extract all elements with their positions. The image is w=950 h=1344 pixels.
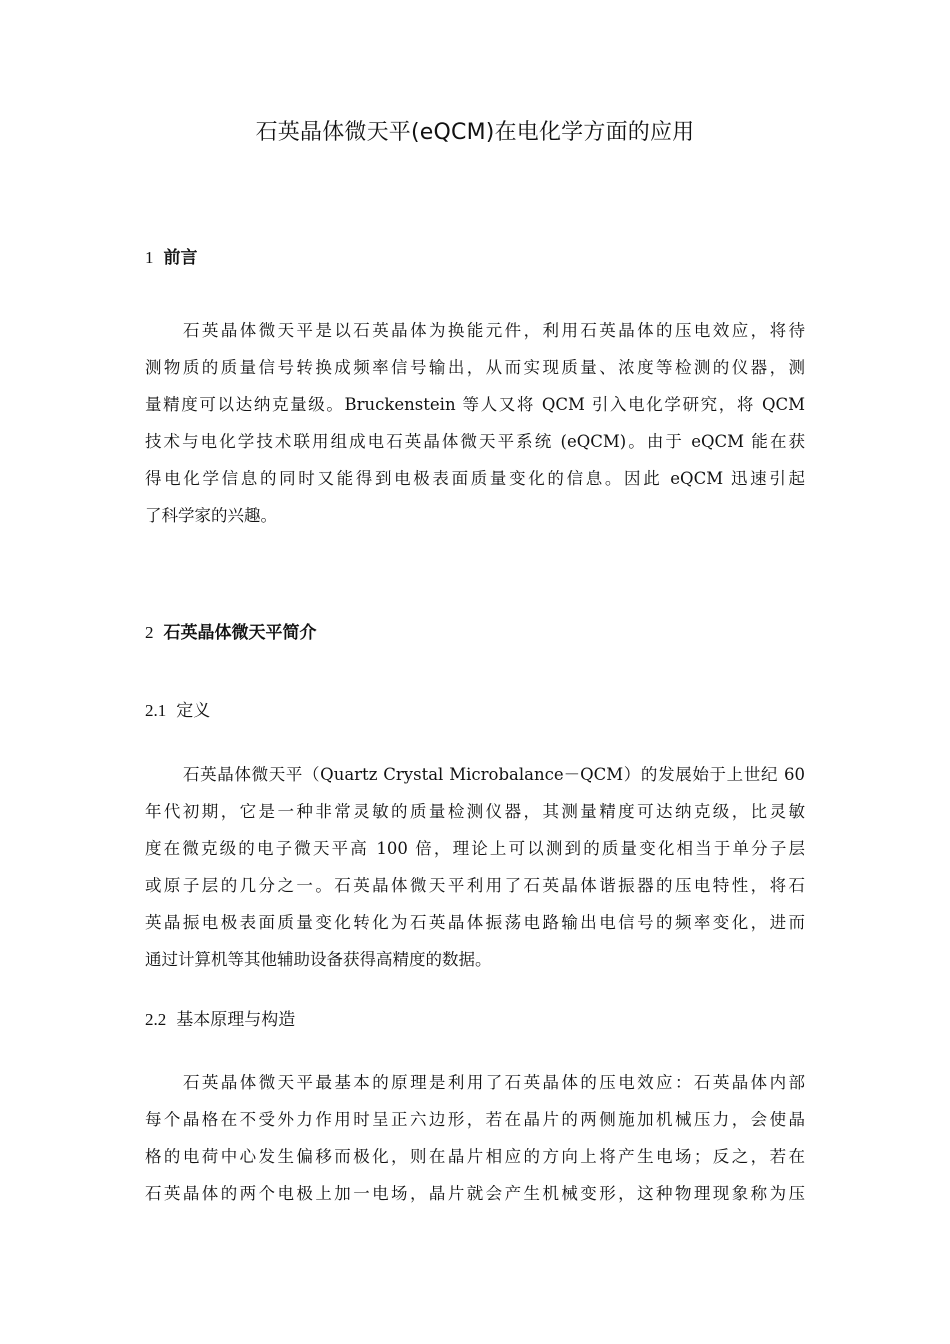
subsection-2-2-number: 2.2 [145,1010,167,1029]
paragraph-line: 年代初期，它是一种非常灵敏的质量检测仪器，其测量精度可达纳克级，比灵敏 [145,802,805,821]
paragraph-line: 英晶振电极表面质量变化转化为石英晶体振荡电路输出电信号的频率变化，进而 [145,913,805,932]
paragraph-line: 或原子层的几分之一。石英晶体微天平利用了石英晶体谐振器的压电特性，将石 [145,876,805,895]
section-2-heading [145,620,317,646]
subsection-2-1-number: 2.1 [145,701,167,720]
subsection-2-2-title: 基本原理与构造 [176,1010,296,1030]
paragraph-line: 石英晶体微天平（Quartz Crystal Microbalance－QCM）的发展始于上世纪 60 [183,765,805,784]
paragraph-line: 格的电荷中心发生偏移而极化，则在晶片相应的方向上将产生电场；反之，若在 [145,1147,805,1166]
subsection-2-1-title: 定义 [176,701,211,721]
subsection-2-1-paragraph [145,756,805,978]
paragraph-line: 度在微克级的电子微天平高 100 倍，理论上可以测到的质量变化相当于单分子层 [145,839,805,858]
paragraph-line: 量精度可以达纳克量级。Bruckenstein 等人又将 QCM 引入电化学研究，将 QCM [145,395,805,414]
section-1-title: 前言 [163,248,198,268]
paragraph-line: 得电化学信息的同时又能得到电极表面质量变化的信息。因此 eQCM 迅速引起 [145,469,805,488]
paragraph-line: 技术与电化学技术联用组成电石英晶体微天平系统 (eQCM)。由于 eQCM 能在获 [145,432,805,451]
paragraph-line: 通过计算机等其他辅助设备获得高精度的数据。 [145,950,492,969]
paragraph-line: 石英晶体微天平最基本的原理是利用了石英晶体的压电效应：石英晶体内部 [183,1073,805,1092]
section-2-title: 石英晶体微天平简介 [163,623,317,643]
subsection-2-2-heading [145,1007,295,1033]
section-2-number: 2 [145,623,154,642]
section-1-heading [145,245,198,271]
paragraph-line: 每个晶格在不受外力作用时呈正六边形，若在晶片的两侧施加机械压力，会使晶 [145,1110,805,1129]
paragraph-line: 石英晶体微天平是以石英晶体为换能元件，利用石英晶体的压电效应，将待 [183,321,805,340]
section-1-number: 1 [145,248,154,267]
section-1-paragraph [145,312,805,534]
subsection-2-2-paragraph [145,1064,805,1212]
subsection-2-1-heading [145,698,210,724]
document-title: 石英晶体微天平(eQCM)在电化学方面的应用 [255,120,695,145]
paragraph-line: 石英晶体的两个电极上加一电场，晶片就会产生机械变形，这种物理现象称为压 [145,1184,805,1203]
paragraph-line: 测物质的质量信号转换成频率信号输出，从而实现质量、浓度等检测的仪器，测 [145,358,805,377]
paragraph-line: 了科学家的兴趣。 [145,506,277,525]
